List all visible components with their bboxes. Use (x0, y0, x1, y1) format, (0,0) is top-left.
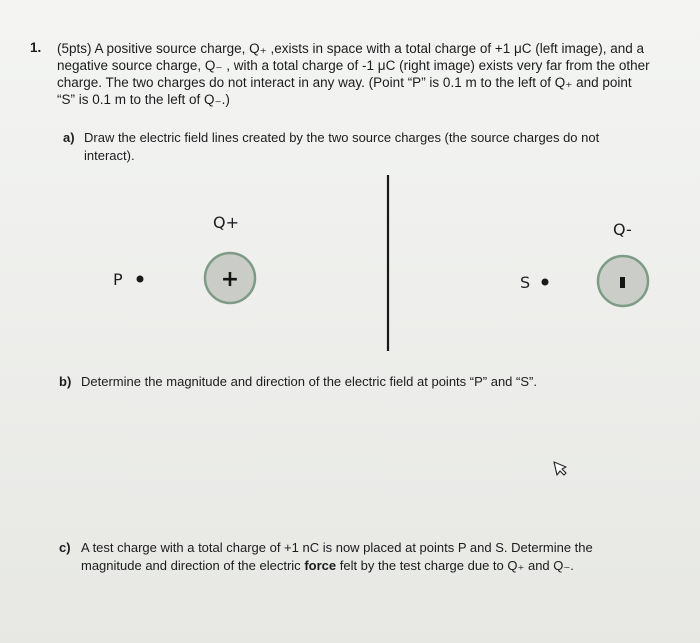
positive-charge-label: Q+ (213, 213, 239, 232)
point-s-dot (542, 279, 549, 286)
part-b-text (81, 373, 537, 391)
intro-line: negative source charge, Q₋ , with a total charge of -1 μC (right image) exists very far from the other (57, 58, 650, 73)
part-b-line: Determine the magnitude and direction of the electric field at points “P” and “S”. (81, 374, 537, 389)
negative-charge-label: Q- (613, 220, 632, 239)
intro-line: “S” is 0.1 m to the left of Q₋.) (57, 92, 230, 107)
cursor-icon (554, 462, 566, 475)
question-number: 1. (30, 40, 42, 55)
point-p-label: P (113, 270, 123, 289)
intro-line: (5pts) A positive source charge, Q₊ ,exists in space with a total charge of +1 μC (left image), and a (57, 41, 645, 56)
part-b-label: b) (59, 374, 72, 389)
part-c-line (81, 557, 593, 575)
force-word: force (304, 558, 337, 573)
part-c-text (81, 539, 593, 575)
negative-sign (620, 277, 625, 288)
point-p-dot (137, 276, 144, 283)
point-s-label: S (520, 273, 531, 292)
part-c-line: A test charge with a total charge of +1 nC is now placed at points P and S. Determine the (81, 540, 593, 555)
positive-sign: + (220, 267, 240, 292)
part-c-line2-end: felt by the test charge due to Q₊ and Q₋. (336, 558, 574, 573)
part-a-label: a) (63, 130, 75, 145)
part-c-line2-start: magnitude and direction of the electric (81, 558, 305, 573)
part-c-label: c) (59, 540, 71, 555)
part-a-line: interact). (84, 148, 135, 163)
intro-line: charge. The two charges do not interact in any way. (Point “P” is 0.1 m to the left of Q₊ and point (57, 75, 632, 90)
part-a-line: Draw the electric field lines created by the two source charges (the source charges do not (84, 130, 600, 145)
